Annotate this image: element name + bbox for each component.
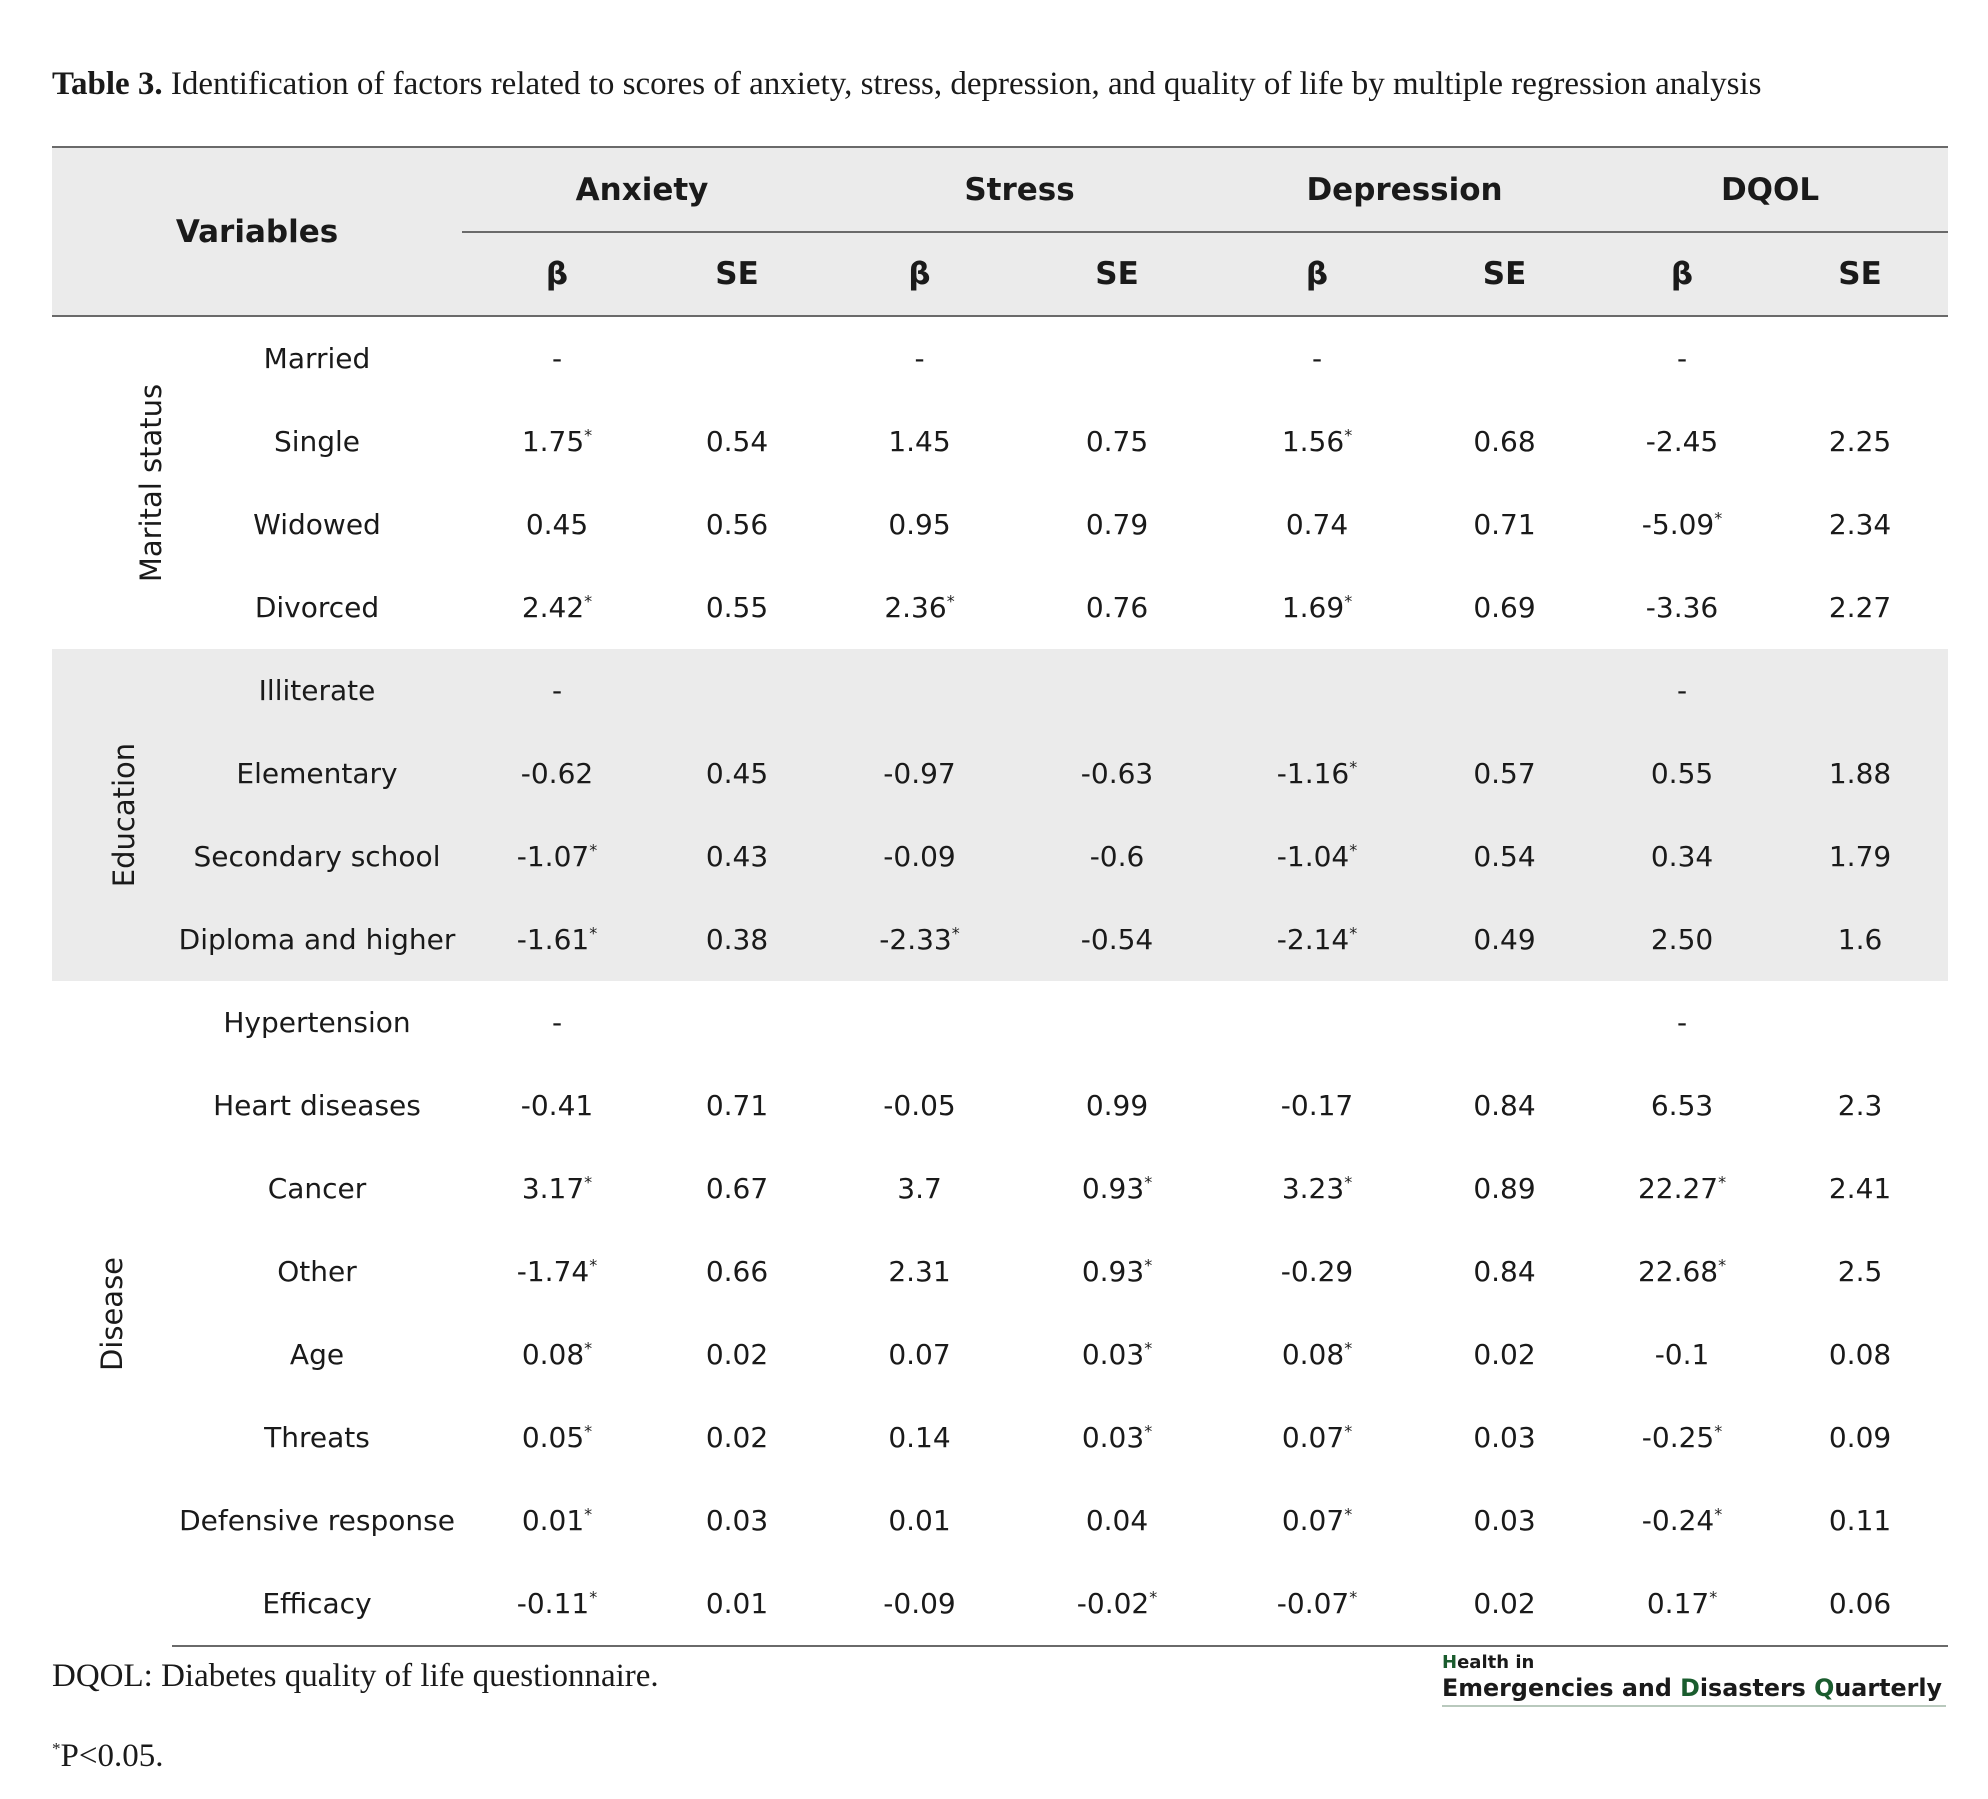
table-row <box>52 898 1948 981</box>
cell-depression-se: 0.84 <box>1473 1255 1536 1288</box>
cell-dqol-se <box>1772 316 1948 400</box>
significance-mark: * <box>589 1587 598 1607</box>
cell-stress-beta: 2.31 <box>888 1255 951 1288</box>
variable-name: Secondary school <box>172 815 462 898</box>
cell-stress-beta: -0.09 <box>822 1562 1017 1646</box>
section-label-cell <box>52 981 172 1646</box>
cell-stress-se: 0.04 <box>1085 1504 1149 1537</box>
variable-name: Single <box>273 425 361 458</box>
significance-mark: * <box>1344 1421 1353 1441</box>
cell-depression-se: 0.57 <box>1417 732 1592 815</box>
cell-anxiety-beta: - <box>551 1006 563 1039</box>
significance-mark: * <box>1718 1172 1727 1192</box>
cell-stress-se: 0.93* <box>1081 1255 1153 1288</box>
significance-mark: * <box>946 591 955 611</box>
variable-name: Defensive response <box>179 1504 455 1537</box>
cell-depression-beta: -2.14* <box>1217 898 1417 981</box>
cell-anxiety-se <box>652 649 822 732</box>
cell-depression-beta: 1.56* <box>1281 425 1353 458</box>
cell-stress-se <box>1017 981 1217 1064</box>
significance-mark: * <box>1344 591 1353 611</box>
table-row <box>52 316 1948 400</box>
significance-mark: * <box>1349 840 1358 860</box>
cell-stress-se: 0.99 <box>1085 1089 1149 1122</box>
cell-anxiety-se: 0.38 <box>652 898 822 981</box>
cell-anxiety-se: 0.43 <box>652 815 822 898</box>
cell-stress-beta <box>822 649 1017 732</box>
significance-mark: * <box>1149 1587 1158 1607</box>
table-row <box>52 1147 1948 1230</box>
cell-depression-beta: 0.08* <box>1281 1338 1353 1371</box>
variable-name: Efficacy <box>172 1562 462 1646</box>
cell-dqol-se: 1.6 <box>1772 898 1948 981</box>
table-header <box>52 147 1948 316</box>
significance-mark: * <box>584 591 593 611</box>
cell-anxiety-beta: 0.01* <box>521 1504 593 1537</box>
significance-mark: * <box>1714 508 1723 528</box>
significance-mark: * <box>1349 923 1358 943</box>
table-row <box>52 1396 1948 1479</box>
regression-table <box>52 146 1948 1647</box>
cell-dqol-se <box>1772 649 1948 732</box>
cell-dqol-se: 2.41 <box>1828 1172 1892 1205</box>
cell-anxiety-se: 0.55 <box>705 591 769 624</box>
significance-mark: * <box>1144 1338 1153 1358</box>
cell-depression-se: 0.68 <box>1473 425 1536 458</box>
cell-depression-beta: 0.07* <box>1281 1421 1353 1454</box>
cell-dqol-beta: -3.36 <box>1645 591 1719 624</box>
table-row <box>52 1230 1948 1313</box>
journal-logo <box>1440 1650 1948 1710</box>
cell-depression-beta <box>1217 981 1417 1064</box>
cell-stress-se: -0.63 <box>1017 732 1217 815</box>
cell-dqol-beta: -0.25* <box>1641 1421 1723 1454</box>
variable-name: Hypertension <box>223 1006 411 1039</box>
cell-stress-beta: 3.7 <box>897 1172 942 1205</box>
table-row <box>52 1313 1948 1396</box>
section-label: Marital status <box>134 383 169 583</box>
sub-header-se: SE <box>1017 232 1217 316</box>
cell-depression-se: 0.03 <box>1473 1504 1536 1537</box>
cell-stress-se: -0.54 <box>1017 898 1217 981</box>
cell-anxiety-se: 0.45 <box>652 732 822 815</box>
table-row <box>52 815 1948 898</box>
significance-mark: * <box>584 1504 593 1524</box>
cell-depression-beta <box>1217 649 1417 732</box>
significance-mark: * <box>584 425 593 445</box>
cell-stress-se: 0.76 <box>1085 591 1149 624</box>
cell-anxiety-beta: -0.11* <box>462 1562 652 1646</box>
sub-header-se: SE <box>1772 232 1948 316</box>
cell-depression-beta: -1.16* <box>1217 732 1417 815</box>
cell-anxiety-beta: -1.07* <box>462 815 652 898</box>
table-row <box>52 1562 1948 1646</box>
section-label: Education <box>107 742 142 888</box>
significance-mark: * <box>584 1172 593 1192</box>
cell-stress-beta: 0.01 <box>888 1504 951 1537</box>
cell-dqol-se: 1.88 <box>1772 732 1948 815</box>
variables-header: Variables <box>52 147 462 316</box>
cell-anxiety-se: 0.71 <box>705 1089 769 1122</box>
cell-dqol-beta: -0.24* <box>1641 1504 1723 1537</box>
cell-anxiety-se: 0.01 <box>652 1562 822 1646</box>
cell-dqol-beta: -5.09* <box>1641 508 1723 541</box>
cell-anxiety-se <box>652 316 822 400</box>
variable-name: Divorced <box>254 591 380 624</box>
significance-mark: * <box>1344 1338 1353 1358</box>
sub-header-beta: β <box>462 232 652 316</box>
cell-depression-se <box>1417 981 1592 1064</box>
sub-header-beta: β <box>1217 232 1417 316</box>
cell-stress-beta: - <box>914 342 925 375</box>
cell-dqol-beta: 0.55 <box>1592 732 1772 815</box>
variable-name: Heart diseases <box>213 1089 421 1122</box>
sub-header-se: SE <box>1417 232 1592 316</box>
cell-dqol-beta: 22.68* <box>1637 1255 1727 1288</box>
cell-stress-se: 0.75 <box>1085 425 1149 458</box>
cell-stress-se: 0.79 <box>1085 508 1149 541</box>
group-header-anxiety: Anxiety <box>462 147 822 232</box>
cell-dqol-beta: -0.1 <box>1654 1338 1710 1371</box>
table-row <box>52 981 1948 1064</box>
variable-name: Age <box>289 1338 345 1371</box>
sub-header-beta: β <box>822 232 1017 316</box>
footnote-sig-text: P<0.05. <box>60 1738 164 1774</box>
cell-depression-se: 0.69 <box>1473 591 1536 624</box>
cell-stress-beta: 1.45 <box>888 425 951 458</box>
variable-name: Illiterate <box>172 649 462 732</box>
cell-stress-se: -0.02* <box>1017 1562 1217 1646</box>
table-row <box>52 483 1948 566</box>
significance-mark: * <box>1349 757 1358 777</box>
significance-mark: * <box>584 1421 593 1441</box>
logo-line-2: Emergencies and Disasters Quarterly <box>1442 1674 1943 1702</box>
cell-stress-beta: -0.05 <box>883 1089 956 1122</box>
cell-dqol-se: 0.08 <box>1828 1338 1892 1371</box>
cell-depression-se: 0.49 <box>1417 898 1592 981</box>
cell-dqol-beta: - <box>1592 649 1772 732</box>
significance-mark: * <box>1714 1421 1723 1441</box>
table-row <box>52 1064 1948 1147</box>
cell-depression-beta: -0.29 <box>1280 1255 1354 1288</box>
cell-anxiety-beta: 0.05* <box>521 1421 593 1454</box>
cell-dqol-se: 0.09 <box>1828 1421 1892 1454</box>
table-row <box>52 400 1948 483</box>
logo-line-1: Health in <box>1442 1652 1535 1673</box>
sub-header-se: SE <box>652 232 822 316</box>
table-caption <box>52 66 1952 103</box>
cell-anxiety-beta: -1.61* <box>462 898 652 981</box>
cell-depression-beta: - <box>1311 342 1323 375</box>
cell-dqol-beta: 6.53 <box>1650 1089 1714 1122</box>
caption-text: Identification of factors related to scores of anxiety, stress, depression, and quality of life by multiple regression analysis <box>162 66 1762 102</box>
cell-anxiety-beta: - <box>462 649 652 732</box>
cell-dqol-se: 1.79 <box>1772 815 1948 898</box>
cell-anxiety-se: 0.67 <box>705 1172 769 1205</box>
section-label-cell <box>52 316 172 649</box>
cell-depression-se: 0.84 <box>1473 1089 1536 1122</box>
cell-depression-se: 0.54 <box>1417 815 1592 898</box>
cell-anxiety-beta: -1.74* <box>516 1255 598 1288</box>
significance-mark: * <box>951 923 960 943</box>
significance-mark: * <box>1714 1504 1723 1524</box>
variable-name: Other <box>277 1255 357 1288</box>
cell-dqol-se: 0.11 <box>1828 1504 1892 1537</box>
cell-depression-se: 0.03 <box>1473 1421 1536 1454</box>
cell-anxiety-beta: 1.75* <box>521 425 593 458</box>
significance-mark: * <box>1144 1172 1153 1192</box>
significance-mark: * <box>1718 1255 1727 1275</box>
cell-anxiety-beta: -0.41 <box>520 1089 594 1122</box>
table-row <box>52 1479 1948 1562</box>
cell-stress-se <box>1017 316 1217 400</box>
cell-stress-beta: -2.33* <box>822 898 1017 981</box>
significance-mark: * <box>1344 1172 1353 1192</box>
table-row <box>52 566 1948 649</box>
significance-mark: * <box>589 840 598 860</box>
cell-depression-se: 0.02 <box>1473 1338 1536 1371</box>
variable-name: Married <box>263 342 371 375</box>
cell-depression-beta: -1.04* <box>1217 815 1417 898</box>
cell-anxiety-se: 0.02 <box>705 1421 769 1454</box>
group-header-depression: Depression <box>1217 147 1592 232</box>
cell-dqol-beta: 0.17* <box>1592 1562 1772 1646</box>
cell-stress-beta <box>822 981 1017 1064</box>
cell-stress-se: -0.6 <box>1017 815 1217 898</box>
cell-depression-se: 0.89 <box>1473 1172 1536 1205</box>
significance-mark: * <box>589 1255 598 1275</box>
caption-label: Table 3. <box>52 66 163 102</box>
cell-dqol-se: 0.06 <box>1772 1562 1948 1646</box>
cell-stress-se: 0.93* <box>1081 1172 1153 1205</box>
cell-depression-se <box>1417 649 1592 732</box>
footnote-dqol: DQOL: Diabetes quality of life questionnaire. <box>52 1658 659 1694</box>
sub-header-beta: β <box>1592 232 1772 316</box>
variable-name: Threats <box>264 1421 370 1454</box>
cell-stress-beta: 2.36* <box>884 591 955 624</box>
cell-stress-se <box>1017 649 1217 732</box>
cell-anxiety-beta: -0.62 <box>462 732 652 815</box>
cell-dqol-se: 2.25 <box>1828 425 1892 458</box>
cell-dqol-se: 2.5 <box>1837 1255 1883 1288</box>
cell-depression-se: 0.02 <box>1417 1562 1592 1646</box>
cell-dqol-beta: 2.50 <box>1592 898 1772 981</box>
variable-name: Widowed <box>253 508 381 541</box>
significance-mark: * <box>1144 1255 1153 1275</box>
cell-anxiety-se: 0.56 <box>705 508 769 541</box>
cell-depression-beta: 0.74 <box>1285 508 1349 541</box>
cell-stress-beta: 0.07 <box>888 1338 951 1371</box>
cell-dqol-se: 2.3 <box>1837 1089 1883 1122</box>
cell-stress-beta: 0.95 <box>888 508 951 541</box>
cell-anxiety-se: 0.03 <box>705 1504 769 1537</box>
cell-depression-beta: -0.17 <box>1280 1089 1354 1122</box>
cell-depression-beta: 0.07* <box>1281 1504 1353 1537</box>
table-row <box>52 732 1948 815</box>
table-row <box>52 649 1948 732</box>
cell-stress-se: 0.03* <box>1081 1421 1153 1454</box>
significance-mark: * <box>1709 1587 1718 1607</box>
cell-dqol-beta: 22.27* <box>1637 1172 1727 1205</box>
cell-anxiety-beta: 0.08* <box>521 1338 593 1371</box>
cell-depression-se: 0.71 <box>1473 508 1536 541</box>
cell-stress-se: 0.03* <box>1081 1338 1153 1371</box>
cell-anxiety-beta: 3.17* <box>521 1172 593 1205</box>
footnote-sig-mark: * <box>52 1739 61 1758</box>
significance-mark: * <box>1144 1421 1153 1441</box>
cell-dqol-se: 2.27 <box>1828 591 1892 624</box>
significance-mark: * <box>1349 1587 1358 1607</box>
table-body <box>52 316 1948 1646</box>
group-header-dqol: DQOL <box>1592 147 1948 232</box>
significance-mark: * <box>1344 425 1353 445</box>
cell-dqol-beta: -2.45 <box>1645 425 1719 458</box>
cell-dqol-beta: - <box>1676 1006 1688 1039</box>
cell-anxiety-beta: - <box>551 342 563 375</box>
variable-name: Diploma and higher <box>172 898 462 981</box>
section-label: Disease <box>95 1256 129 1371</box>
cell-anxiety-se: 0.66 <box>705 1255 769 1288</box>
cell-dqol-se <box>1772 981 1948 1064</box>
significance-mark: * <box>1344 1504 1353 1524</box>
variable-name: Cancer <box>267 1172 367 1205</box>
variable-name: Elementary <box>172 732 462 815</box>
cell-anxiety-se: 0.54 <box>705 425 769 458</box>
significance-mark: * <box>589 923 598 943</box>
cell-stress-beta: 0.14 <box>888 1421 951 1454</box>
cell-anxiety-beta: 2.42* <box>521 591 593 624</box>
cell-dqol-se: 2.34 <box>1828 508 1892 541</box>
significance-mark: * <box>584 1338 593 1358</box>
cell-depression-se <box>1417 316 1592 400</box>
cell-depression-beta: 1.69* <box>1281 591 1353 624</box>
cell-anxiety-beta: 0.45 <box>525 508 589 541</box>
cell-dqol-beta: 0.34 <box>1592 815 1772 898</box>
cell-dqol-beta: - <box>1676 342 1688 375</box>
group-header-stress: Stress <box>822 147 1217 232</box>
cell-anxiety-se: 0.02 <box>705 1338 769 1371</box>
footnote-significance <box>52 1738 163 1775</box>
section-label-cell <box>52 649 172 981</box>
cell-stress-beta: -0.97 <box>822 732 1017 815</box>
cell-depression-beta: 3.23* <box>1281 1172 1353 1205</box>
cell-stress-beta: -0.09 <box>822 815 1017 898</box>
cell-anxiety-se <box>652 981 822 1064</box>
cell-depression-beta: -0.07* <box>1217 1562 1417 1646</box>
